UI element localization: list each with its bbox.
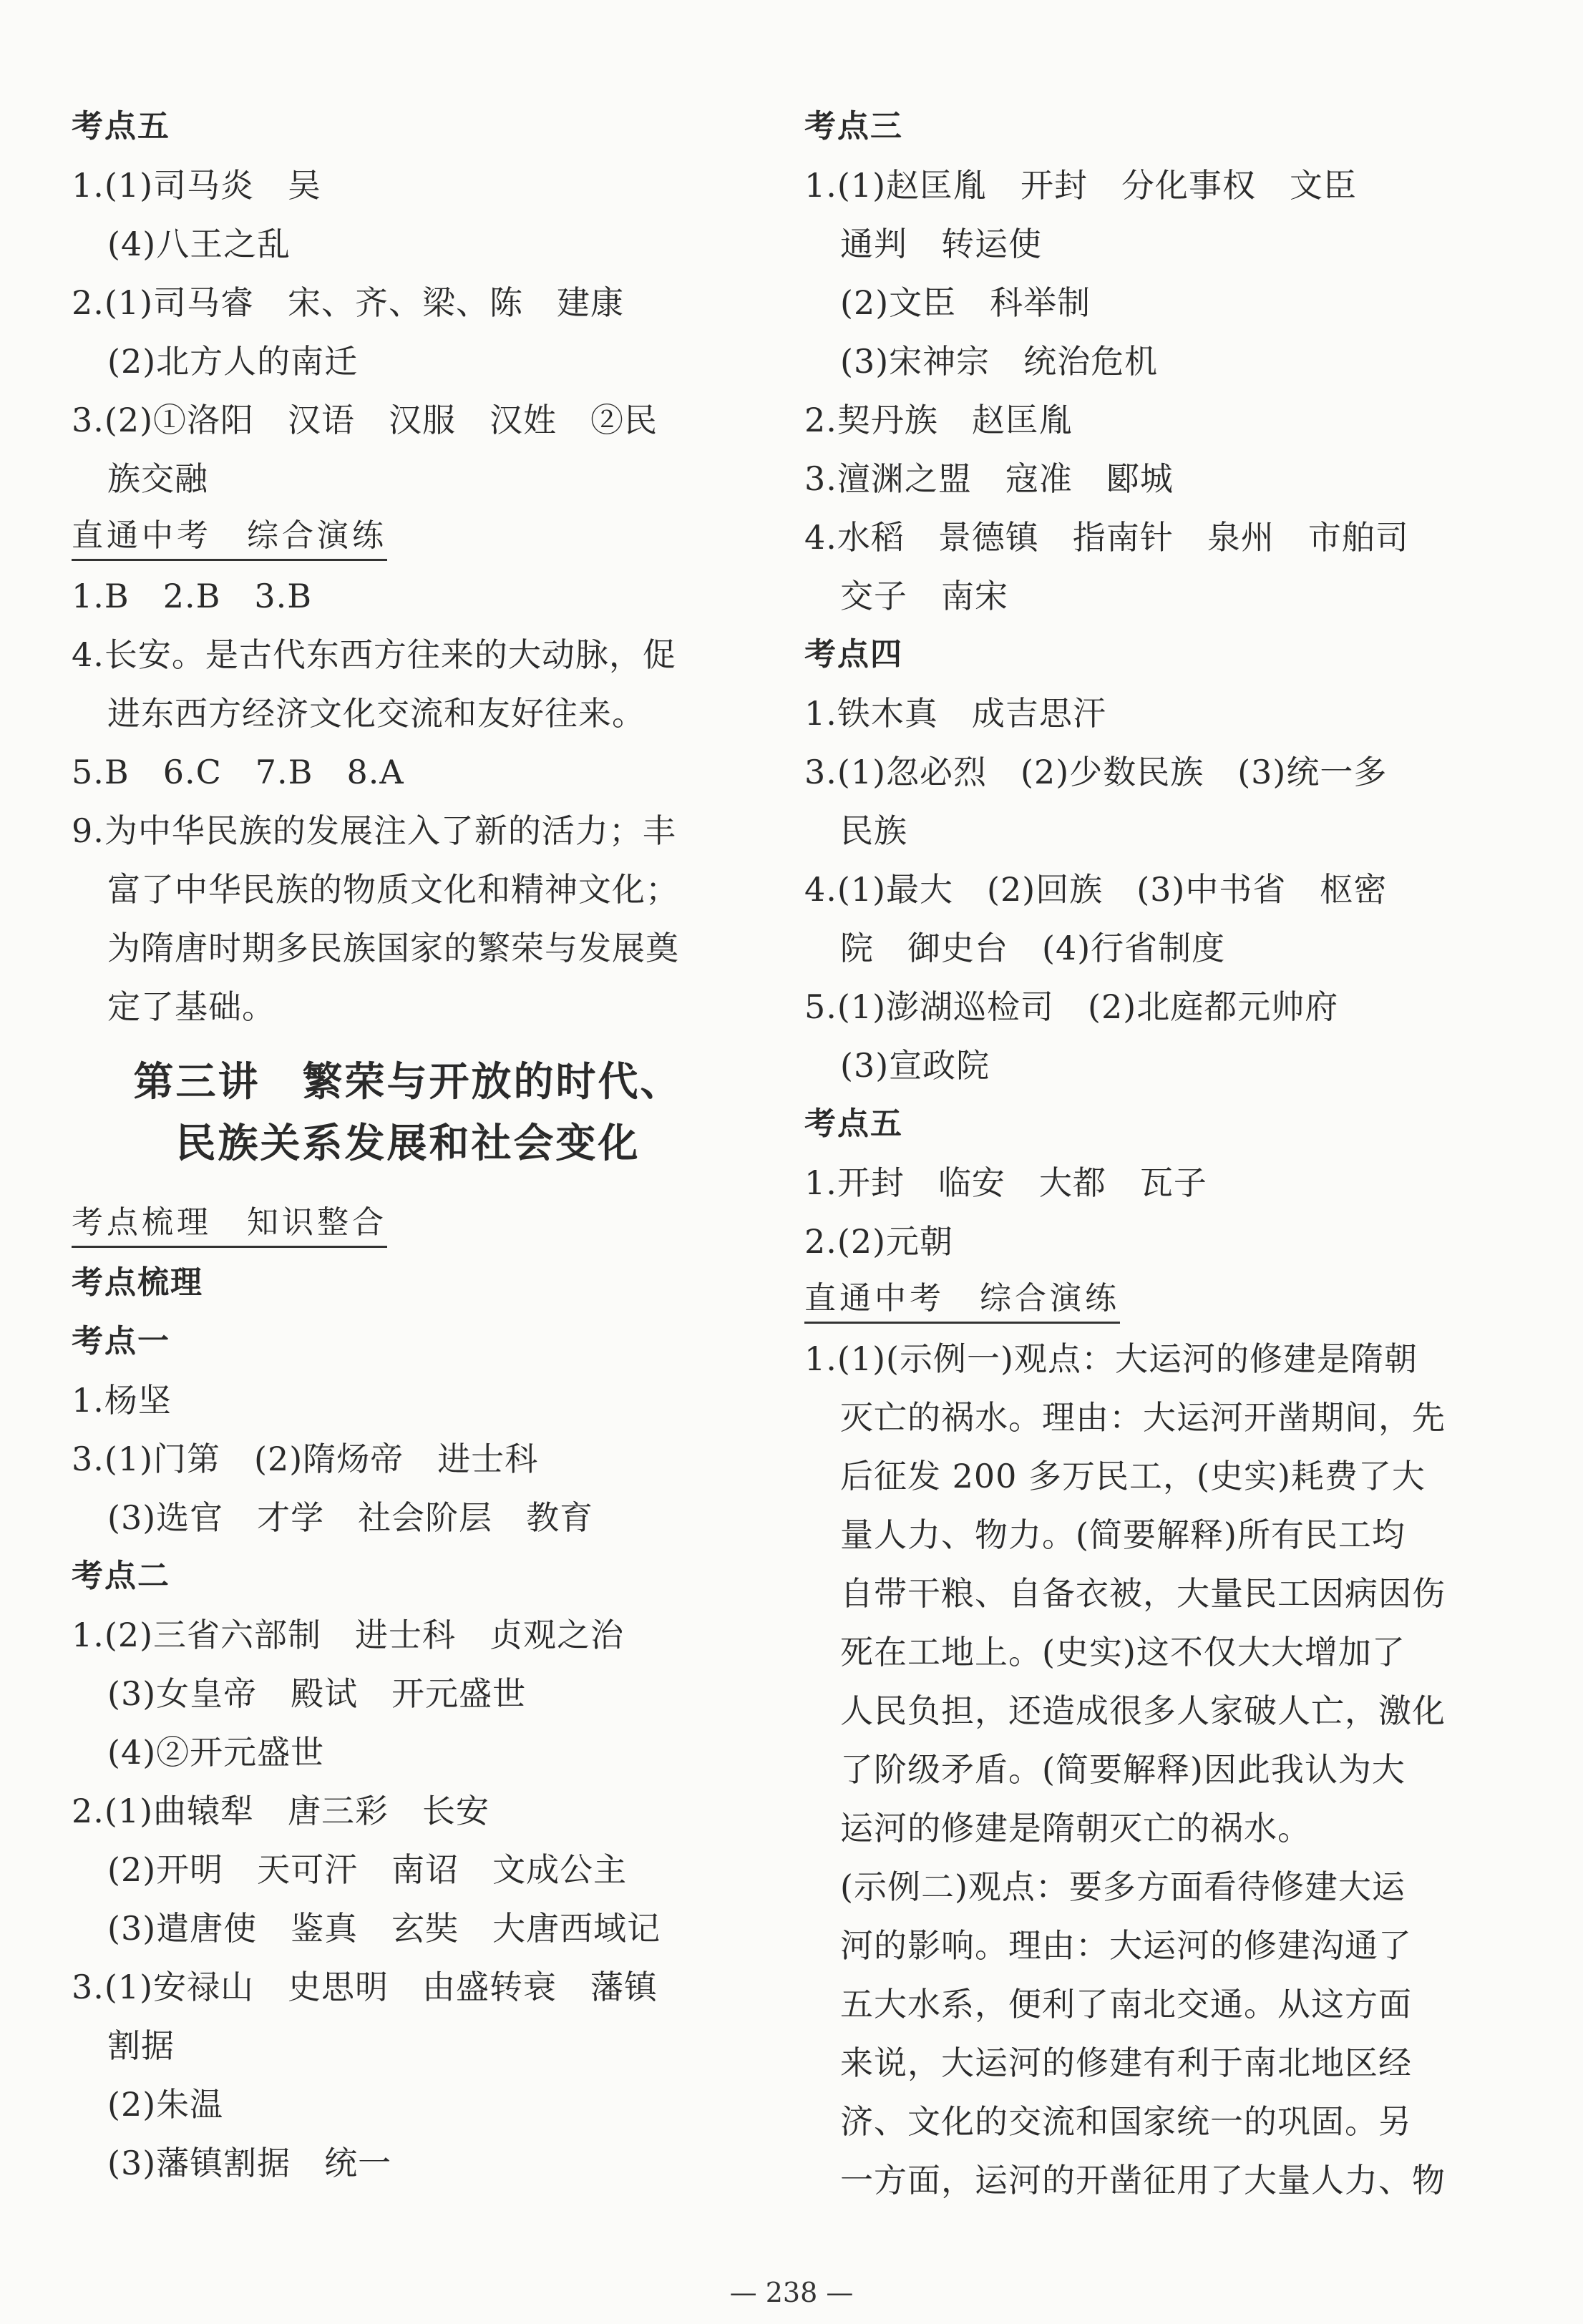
section-heading: 考点二 [72,1558,170,1594]
answer-line-continued: 五大水系，便利了南北交通。从这方面 [840,1985,1412,2023]
answer-line-continued: 定了基础。 [107,987,276,1026]
answer-line-continued: 灭亡的祸水。理由：大运河开凿期间，先 [840,1398,1446,1437]
answer-line-continued: 河的影响。理由：大运河的修建沟通了 [840,1926,1412,1965]
answer-line-continued: 为隋唐时期多民族国家的繁荣与发展奠 [107,929,679,967]
subsection-heading-text: 考点梳理 知识整合 [72,1201,387,1248]
answer-line: 3.(1)安禄山 史思明 由盛转衰 藩镇 [72,1968,658,2006]
section-heading: 考点四 [804,636,903,673]
answer-line-continued: 院 御史台 (4)行省制度 [840,929,1226,967]
answer-line-continued: (2)文臣 科举制 [840,283,1091,322]
answer-line-continued: 富了中华民族的物质文化和精神文化； [107,870,679,909]
answer-line: 1.(2)三省六部制 进士科 贞观之治 [72,1616,625,1654]
answer-line-continued: 割据 [107,2026,175,2065]
answer-line-continued: 后征发 200 多万民工，(史实)耗费了大 [840,1457,1426,1495]
answer-line: 5.B 6.C 7.B 8.A [72,753,404,791]
answer-line: 3.(2)①洛阳 汉语 汉服 汉姓 ②民 [72,401,658,439]
answer-line-continued: 死在工地上。(史实)这不仅大大增加了 [840,1633,1406,1671]
answer-line: 5.(1)澎湖巡检司 (2)北庭都元帅府 [804,987,1339,1026]
answer-line: 2.(1)曲辕犁 唐三彩 长安 [72,1792,490,1830]
subsection-heading [72,1195,744,1254]
section-heading: 考点五 [72,108,170,145]
answer-line-continued: 自带干粮、自备衣被，大量民工因病因伤 [840,1574,1446,1613]
answer-line: 1.(1)司马炎 吴 [72,166,322,205]
answer-line: 9.为中华民族的发展注入了新的活力；丰 [72,811,676,850]
answer-line: 1.铁木真 成吉思汗 [804,694,1106,733]
answer-line: 3.澶渊之盟 寇准 郾城 [804,459,1174,498]
answer-line-continued: 民族 [840,811,907,850]
answer-line: 2.(2)元朝 [804,1222,954,1261]
answer-line-continued: 进东西方经济文化交流和友好往来。 [107,694,646,733]
answer-line-continued: 了阶级矛盾。(简要解释)因此我认为大 [840,1750,1406,1789]
subsection-heading [804,1271,1527,1329]
answer-line-continued: (3)藩镇割据 统一 [107,2144,392,2182]
answer-line: 2.(1)司马睿 宋、齐、梁、陈 建康 [72,283,625,322]
section-heading: 考点梳理 [72,1264,203,1301]
answer-line: 1.(1)(示例一)观点：大运河的修建是隋朝 [804,1339,1418,1378]
subsection-heading-text: 直通中考 综合演练 [72,514,387,561]
section-heading: 考点一 [72,1323,170,1359]
section-heading: 考点三 [804,108,903,145]
answer-line-continued: (2)开明 天可汗 南诏 文成公主 [107,1850,628,1889]
answer-line-continued: (3)宋神宗 统治危机 [840,342,1159,381]
answer-line: 1.B 2.B 3.B [72,577,313,615]
answer-line: 1.(1)赵匡胤 开封 分化事权 文臣 [804,166,1358,205]
answer-line-continued: (2)北方人的南迁 [107,342,359,381]
answer-line: 1.杨坚 [72,1381,172,1420]
page-number: — 238 — [729,2277,854,2308]
answer-line-continued: 通判 转运使 [840,225,1042,263]
answer-line: 2.契丹族 赵匡胤 [804,401,1073,439]
answer-line-continued: 量人力、物力。(简要解释)所有民工均 [840,1515,1406,1554]
answer-line-continued: 交子 南宋 [840,577,1008,615]
subsection-heading-text: 直通中考 综合演练 [804,1277,1120,1324]
answer-line: 4.(1)最大 (2)回族 (3)中书省 枢密 [804,870,1388,909]
answer-line-continued: 运河的修建是隋朝灭亡的祸水。 [840,1809,1311,1847]
answer-line-continued: 济、文化的交流和国家统一的巩固。另 [840,2102,1412,2141]
answer-line-continued: (4)八王之乱 [107,225,291,263]
answer-line: 3.(1)忽必烈 (2)少数民族 (3)统一多 [804,753,1388,791]
section-heading: 考点五 [804,1105,903,1142]
left-column [72,97,744,2192]
answer-line: 3.(1)门第 (2)隋炀帝 进士科 [72,1440,539,1478]
subsection-heading [72,508,744,567]
answer-line-continued: (2)朱温 [107,2085,224,2124]
answer-line: 4.水稻 景德镇 指南针 泉州 市舶司 [804,518,1409,557]
answer-line: 1.开封 临安 大都 瓦子 [804,1163,1207,1202]
answer-line-continued: (3)女皇帝 殿试 开元盛世 [107,1674,527,1713]
answer-line-continued: (3)宣政院 [840,1046,990,1085]
lecture-title-line-2: 民族关系发展和社会变化 [175,1120,640,1167]
answer-line-continued: 一方面，运河的开凿征用了大量人力、物 [840,2161,1446,2200]
answer-line-continued: 来说，大运河的修建有利于南北地区经 [840,2044,1412,2082]
answer-line-continued: (3)选官 才学 社会阶层 教育 [107,1498,594,1537]
lecture-title-line-1: 第三讲 繁荣与开放的时代、 [133,1059,683,1105]
answer-line-continued: (示例二)观点：要多方面看待修建大运 [840,1868,1406,1906]
answer-line-continued: 人民负担，还造成很多人家破人亡，激化 [840,1691,1446,1730]
answer-line: 4.长安。是古代东西方往来的大动脉，促 [72,635,676,674]
answer-line-continued: (4)②开元盛世 [107,1733,325,1772]
answer-line-continued: (3)遣唐使 鉴真 玄奘 大唐西域记 [107,1909,661,1948]
right-column [804,97,1527,2210]
answer-line-continued: 族交融 [107,459,208,498]
